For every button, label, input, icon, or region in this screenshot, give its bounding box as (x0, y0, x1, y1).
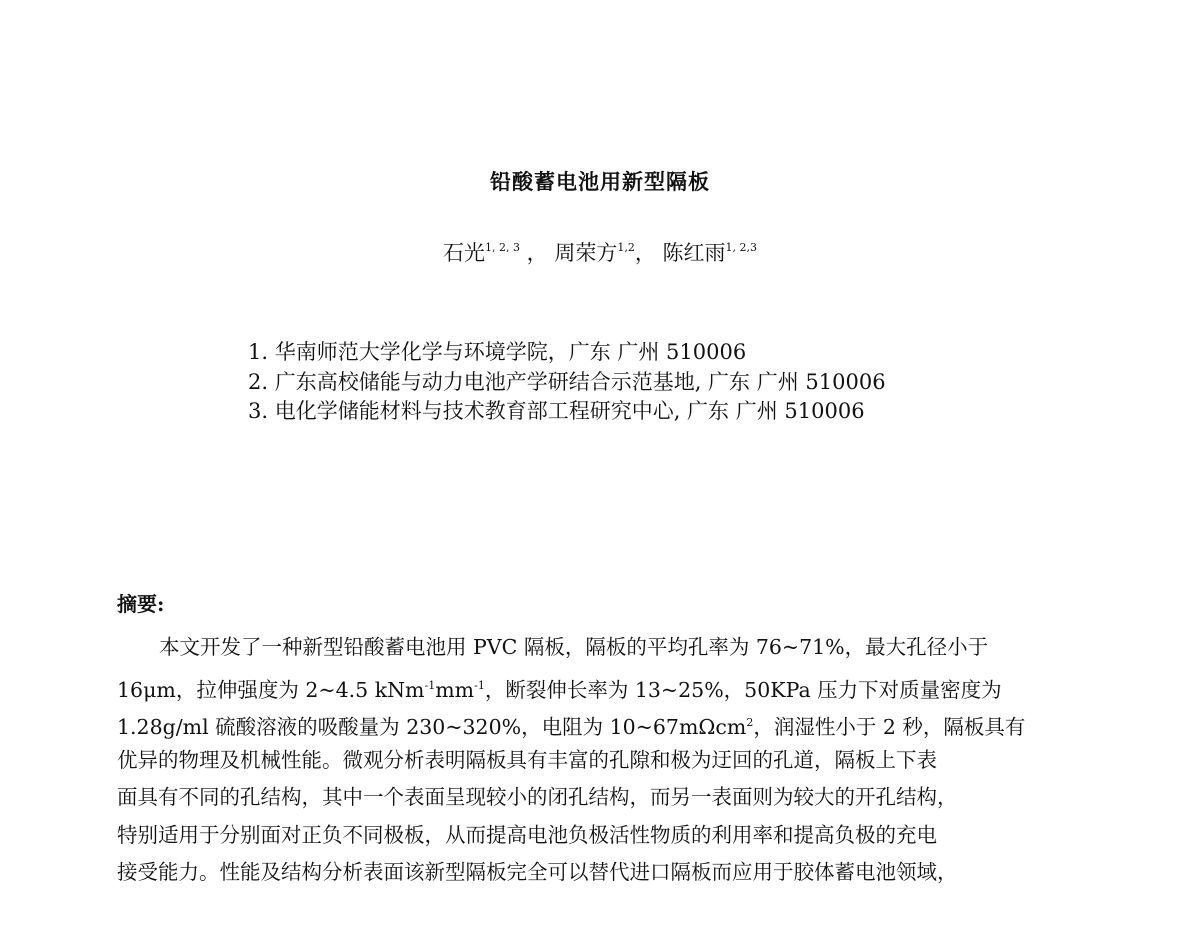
abstract-line (117, 629, 1085, 667)
abstract-text: 面具有不同的孔结构，其中一个表面呈现较小的闭孔结构，而另一表面则为较大的开孔结构， (117, 785, 958, 809)
abstract-line (117, 667, 1085, 705)
abstract-text: ，断裂伸长率为 13~25%，50KPa 压力下对质量密度为 (484, 677, 1002, 702)
author-separator: ， (634, 241, 656, 265)
abstract-text: ，润湿性小于 2 秒，隔板具有 (753, 715, 1026, 739)
abstract-text: 1.28g/ml 硫酸溶液的吸酸量为 230~320%，电阻为 10~67mΩcm (117, 715, 747, 739)
abstract-text: 优异的物理及机械性能。微观分析表明隔板具有丰富的孔隙和极为迂回的孔道，隔板上下表 (117, 747, 937, 772)
abstract-heading: 摘要: (117, 592, 165, 616)
affiliation-item: 3. 电化学储能材料与技术教育部工程研究中心, 广东 广州 510006 (248, 399, 865, 423)
abstract-superscript: -1 (424, 678, 436, 692)
abstract-text: 16μm，拉伸强度为 2~4.5 kNm (117, 677, 425, 702)
abstract-line (117, 779, 1085, 817)
abstract-line (117, 854, 1085, 892)
affiliation-list (248, 338, 1148, 427)
author-list (0, 237, 1200, 267)
abstract-text: 接受能力。性能及结构分析表面该新型隔板完全可以替代进口隔板而应用于胶体蓄电池领域， (117, 860, 958, 884)
author-name: 周荣方 (554, 241, 618, 265)
author-affiliation-marker: 1,2 (617, 241, 635, 254)
affiliation-item: 1. 华南师范大学化学与环境学院，广东 广州 510006 (248, 340, 747, 364)
author-separator: ， (519, 241, 548, 265)
author-name: 石光 (442, 241, 485, 265)
abstract-text: mm (435, 677, 475, 702)
abstract-line (117, 704, 1085, 742)
abstract-line (117, 742, 1085, 780)
abstract-body (117, 629, 1085, 892)
abstract-superscript: -1 (474, 678, 485, 692)
author-name: 陈红雨 (662, 241, 726, 265)
author-affiliation-marker: 1, 2, 3 (484, 241, 520, 254)
author-affiliation-marker: 1, 2,3 (725, 241, 758, 254)
affiliation-item: 2. 广东高校储能与动力电池产学研结合示范基地, 广东 广州 510006 (248, 369, 886, 394)
abstract-text: 特别适用于分别面对正负不同极板，从而提高电池负极活性物质的利用率和提高负极的充电 (117, 822, 937, 847)
abstract-superscript: 2 (746, 716, 754, 729)
abstract-line (117, 817, 1085, 855)
abstract-text: 本文开发了一种新型铅酸蓄电池用 PVC 隔板，隔板的平均孔率为 76~71%，最大孔径小于 (159, 635, 989, 659)
paper-title: 铅酸蓄电池用新型隔板 (490, 169, 710, 194)
